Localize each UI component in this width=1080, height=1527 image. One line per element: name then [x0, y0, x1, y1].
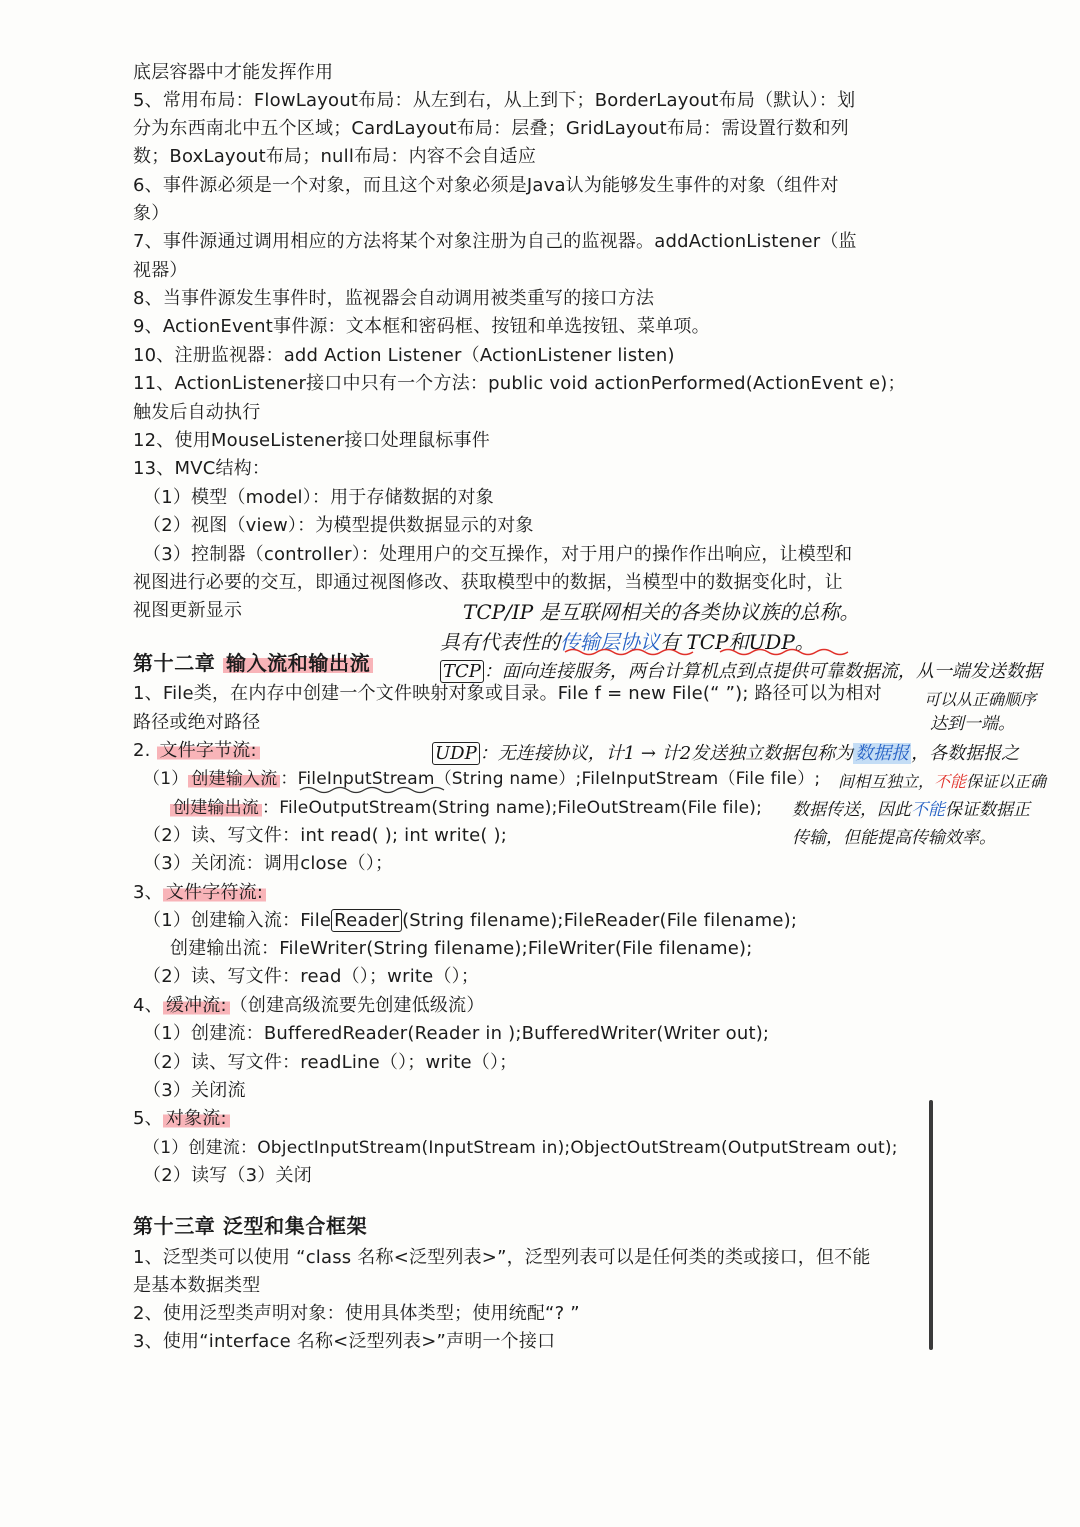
- item-number: 2.: [133, 740, 157, 761]
- note-span-blue: 数据报: [855, 743, 910, 764]
- text-line: 是基本数据类型: [133, 1275, 261, 1296]
- text-line: 12、使用MouseListener接口处理鼠标事件: [133, 430, 490, 451]
- text-line: 5、常用布局：FlowLayout布局：从左到右，从上到下；BorderLayout布局（默认）：划: [133, 90, 856, 111]
- text-line: 1、File类，在内存中创建一个文件映射对象或目录。File f = new File(“ ”); 路径可以为相对: [133, 683, 882, 704]
- text-line: 1、泛型类可以使用 “class 名称<泛型列表>”，泛型列表可以是任何类的类或接口，但不能: [133, 1247, 871, 1268]
- text-line: 触发后自动执行: [133, 402, 261, 423]
- item-number: 5、: [133, 1108, 163, 1129]
- text-line: [133, 880, 266, 906]
- text-line: 11、ActionListener接口中只有一个方法：public void actionPerformed(ActionEvent e)；: [133, 373, 906, 394]
- handwritten-note: TCP/IP 是互联网相关的各类协议族的总称。: [463, 600, 860, 624]
- text-span: （1）创建输入流：File: [143, 910, 332, 931]
- handwritten-note: 达到一端。: [930, 714, 1015, 734]
- text-line: （3）关闭流: [143, 1080, 246, 1101]
- text-line: （3）控制器（controller）：处理用户的交互操作，对于用户的操作作出响应，让模型和: [143, 544, 853, 565]
- note-boxed-term: TCP: [440, 660, 484, 683]
- text-line: 视器）: [133, 260, 188, 281]
- handwritten-note: [838, 770, 1046, 794]
- highlighted-term: 文件字符流:: [163, 882, 266, 903]
- text-line: 9、ActionEvent事件源：文本框和密码框、按钮和单选按钮、菜单项。: [133, 316, 710, 337]
- note-span: ：面向连接服务，两台计算机点到点提供可靠数据流，从一端发送数据: [483, 661, 1042, 682]
- item-number: （1）: [143, 769, 189, 789]
- text-line: 底层容器中才能发挥作用: [133, 62, 334, 83]
- note-span: 有 TCP和UDP。: [660, 630, 815, 654]
- text-line: 8、当事件源发生事件时，监视器会自动调用被类重写的接口方法: [133, 288, 655, 309]
- text-line: 2、使用泛型类声明对象：使用具体类型；使用统配“? ”: [133, 1303, 580, 1324]
- text-line: [133, 738, 260, 764]
- note-span: 保证数据正: [945, 800, 1030, 820]
- note-span: ：无连接协议，计1 → 计2发送独立数据包称为: [479, 743, 854, 764]
- highlighted-term: 文件字节流:: [157, 740, 260, 761]
- text-line: [143, 766, 820, 792]
- chapter-title-highlighted: 输入流和输出流: [223, 651, 373, 675]
- note-span: ，各数据报之: [911, 743, 1020, 764]
- note-span: 数据传送，因此: [792, 800, 911, 820]
- text-line: [133, 1106, 230, 1132]
- text-line: [143, 908, 797, 934]
- text-span: （创建高级流要先创建低级流）: [229, 995, 485, 1016]
- handwritten-note: 传输，但能提高传输效率。: [792, 828, 996, 848]
- highlighted-term: 对象流:: [163, 1108, 230, 1129]
- text-line: （2）读、写文件：read（）；write（）；: [143, 966, 480, 987]
- text-line: （3）关闭流：调用close（）；: [143, 853, 394, 874]
- text-line: 分为东西南北中五个区域；CardLayout布局：层叠；GridLayout布局：需设置行数和列: [133, 118, 849, 139]
- text-line: 10、注册监视器：add Action Listener（ActionListener listen): [133, 345, 675, 366]
- text-line: 视图进行必要的交互，即通过视图修改、获取模型中的数据，当模型中的数据变化时，让: [133, 572, 843, 593]
- note-span-blue: 不能: [911, 800, 945, 820]
- text-line: （2）读、写文件：readLine（）；write（）；: [143, 1052, 518, 1073]
- boxed-word: Reader: [331, 909, 402, 932]
- text-line: 数；BoxLayout布局；null布局：内容不会自适应: [133, 146, 537, 167]
- highlighted-term: 创建输入流: [188, 769, 280, 789]
- text-span: (String filename);FileReader(File filename);: [402, 910, 798, 931]
- note-span-blue: 传输层协议: [560, 630, 660, 654]
- text-line: 创建输出流：FileWriter(String filename);FileWriter(File filename);: [170, 938, 753, 959]
- handwritten-note: [432, 742, 1019, 766]
- text-line: 路径或绝对路径: [133, 712, 261, 733]
- text-line: （1）创建流：BufferedReader(Reader in );BufferedWriter(Writer out);: [143, 1023, 770, 1044]
- text-line: 3、使用“interface 名称<泛型列表>”声明一个接口: [133, 1331, 556, 1352]
- text-line: （2）读、写文件：int read( ); int write( );: [143, 825, 508, 846]
- text-line: 7、事件源通过调用相应的方法将某个对象注册为自己的监视器。addActionListener（监: [133, 231, 857, 252]
- text-line: 13、MVC结构：: [133, 458, 271, 479]
- highlighted-term: 缓冲流:: [163, 995, 230, 1016]
- note-span: 保证以正确: [966, 772, 1047, 791]
- note-boxed-term: UDP: [432, 742, 480, 765]
- text-line: [133, 993, 485, 1019]
- text-line: （1）模型（model）：用于存储数据的对象: [143, 487, 494, 508]
- handwritten-note: [792, 798, 1030, 822]
- handwritten-note: [440, 660, 1042, 684]
- text-line: 6、事件源必须是一个对象，而且这个对象必须是Java认为能够发生事件的对象（组件对: [133, 175, 839, 196]
- chapter-prefix: 第十二章: [133, 651, 223, 675]
- text-span: ：FileOutputStream(String name);FileOutStream(File file);: [262, 798, 763, 818]
- item-number: 3、: [133, 882, 163, 903]
- text-line: （2）读写（3）关闭: [143, 1165, 312, 1186]
- highlighted-term: 创建输出流: [170, 798, 262, 818]
- text-line: 象）: [133, 203, 170, 224]
- chapter-12-heading: [133, 650, 373, 676]
- text-span: ：FileInputStream（String name）;FileInputStream（File file）;: [280, 769, 821, 789]
- text-line: 视图更新显示: [133, 600, 243, 621]
- handwritten-note: [440, 630, 815, 654]
- note-span: 具有代表性的: [440, 630, 560, 654]
- text-line: （1）创建流：ObjectInputStream(InputStream in);ObjectOutStream(OutputStream out);: [143, 1138, 898, 1158]
- margin-marker-line: [929, 1100, 933, 1350]
- text-line: （2）视图（view）：为模型提供数据显示的对象: [143, 515, 534, 536]
- note-span: 间相互独立，: [838, 772, 935, 791]
- item-number: 4、: [133, 995, 163, 1016]
- handwritten-note: 可以从正确顺序: [924, 690, 1037, 709]
- note-span-red: 不能: [934, 772, 967, 791]
- text-line: [170, 795, 762, 821]
- chapter-13-heading: 第十三章 泛型和集合框架: [133, 1214, 368, 1238]
